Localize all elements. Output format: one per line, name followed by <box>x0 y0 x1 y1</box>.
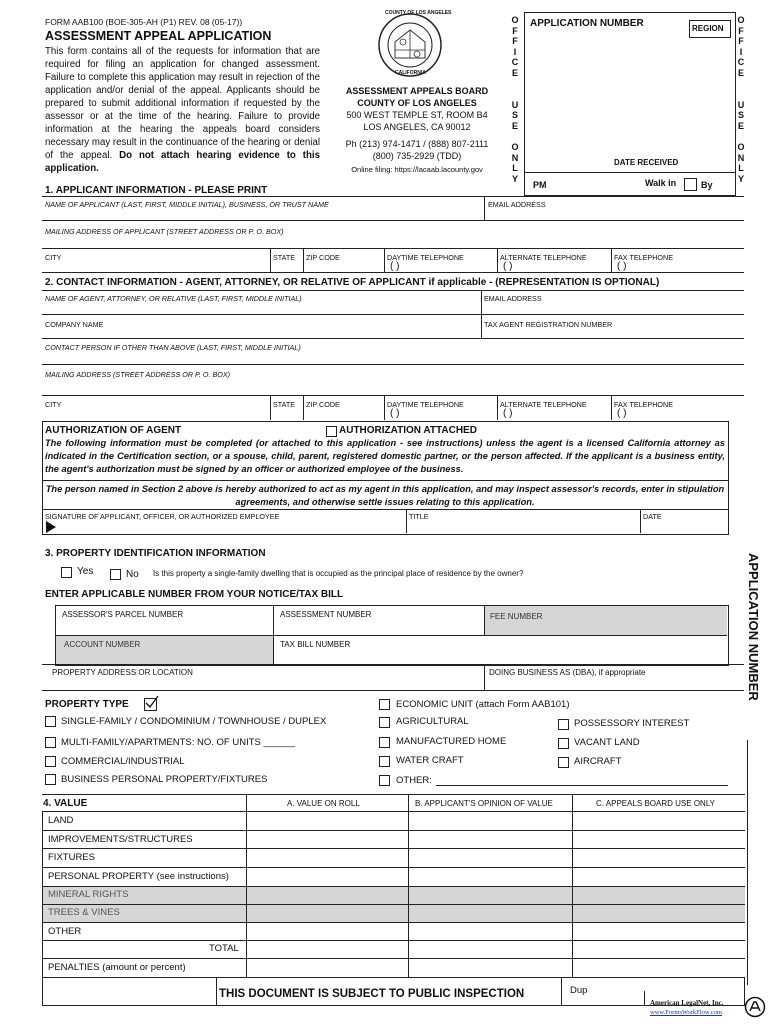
rule <box>42 922 745 923</box>
walk-in-checkbox[interactable] <box>684 178 697 191</box>
authorization-text1: The following information must be completed (or attached to this application - see instructions) unless the agent is a licensed California attorney as indicated in the Certification section, or a spouse, child, parent, registered domestic partner, or the person affected. If the applicant is a business entity, the agent's authorization must be signed by an officer or authorized employee of the business. <box>45 438 725 474</box>
date-received-label: DATE RECEIVED <box>614 158 679 167</box>
agent-alt-tel-label: ALTERNATE TELEPHONE <box>500 400 587 409</box>
agent-mailing-label: MAILING ADDRESS (STREET ADDRESS OR P. O. BOX) <box>45 370 231 379</box>
rule <box>42 690 744 691</box>
applicant-city-label: CITY <box>45 253 62 262</box>
rule <box>216 977 217 1005</box>
multi-family-label: MULTI-FAMILY/APARTMENTS: NO. OF UNITS ______ <box>61 737 296 748</box>
applicant-opinion-header: B. APPLICANT'S OPINION OF VALUE <box>415 799 553 808</box>
section3-heading: 3. PROPERTY IDENTIFICATION INFORMATION <box>45 548 266 559</box>
land-value-roll-input[interactable] <box>247 812 407 829</box>
signature-arrow-icon <box>46 521 56 533</box>
economic-unit-checkbox[interactable] <box>379 699 390 710</box>
rule <box>484 664 485 690</box>
single-family-checkbox[interactable] <box>45 716 56 727</box>
business-personal-label: BUSINESS PERSONAL PROPERTY/FIXTURES <box>61 774 268 785</box>
intro-text <box>45 45 320 175</box>
legalnet-logo-icon <box>744 996 766 1018</box>
rule <box>42 248 744 249</box>
public-inspection-notice: THIS DOCUMENT IS SUBJECT TO PUBLIC INSPECTION <box>219 988 525 1000</box>
assessment-number-input[interactable] <box>274 606 483 634</box>
dba-label: DOING BUSINESS AS (DBA), if appropriate <box>489 668 646 677</box>
rule <box>42 338 744 339</box>
rule <box>484 605 485 635</box>
office-use-vertical-left: O F F I C E U S E O N L Y <box>511 15 519 184</box>
single-family-label: SINGLE-FAMILY / CONDOMINIUM / TOWNHOUSE / DUPLEX <box>61 716 327 727</box>
applicant-name-input[interactable] <box>44 208 482 220</box>
rule <box>55 635 727 636</box>
dup-label: Dup <box>570 985 588 996</box>
region-label: REGION <box>692 24 724 33</box>
agent-email-label: EMAIL ADDRESS <box>484 294 542 303</box>
rule <box>42 395 744 396</box>
seal-bottom: CALIFORNIA <box>395 70 426 76</box>
rule <box>484 196 485 220</box>
rule <box>384 248 385 272</box>
online-filing-link[interactable]: Online filing: https://lacaab.lacounty.gov <box>351 165 483 174</box>
assessment-number-label: ASSESSMENT NUMBER <box>280 610 372 619</box>
agricultural-label: AGRICULTURAL <box>396 716 469 727</box>
yes-label: Yes <box>77 566 94 577</box>
enter-number-heading: ENTER APPLICABLE NUMBER FROM YOUR NOTICE/TAX BILL <box>45 589 344 600</box>
applicant-day-tel-paren[interactable]: ( ) <box>390 261 400 272</box>
board-line1: ASSESSMENT APPEALS BOARD <box>345 86 489 96</box>
logo-company: American LegalNet, Inc. <box>650 999 724 1007</box>
rule <box>42 886 745 887</box>
date-label: DATE <box>643 512 662 521</box>
rule <box>42 272 744 273</box>
manufactured-home-label: MANUFACTURED HOME <box>396 736 507 747</box>
applicant-state-label: STATE <box>273 253 296 262</box>
agent-fax-label: FAX TELEPHONE <box>614 400 673 409</box>
no-label: No <box>126 569 139 580</box>
owner-occupied-yes-checkbox[interactable] <box>61 567 72 578</box>
rule <box>42 830 745 831</box>
account-number-label: ACCOUNT NUMBER <box>64 640 141 649</box>
authorization-text2: The person named in Section 2 above is hereby authorized to act as my agent in this application, and may inspect assessor's records, enter in stipulation agreements, and otherwise settle issues relating to this application. <box>45 484 725 507</box>
water-craft-checkbox[interactable] <box>379 756 390 767</box>
county-seal-icon <box>377 12 443 78</box>
board-use-header: C. APPEALS BOARD USE ONLY <box>596 799 716 808</box>
rule <box>42 664 744 665</box>
rule <box>406 509 407 533</box>
rule <box>384 395 385 420</box>
applicant-mailing-label: MAILING ADDRESS OF APPLICANT (STREET ADDRESS OR P. O. BOX) <box>45 227 284 236</box>
agent-state-label: STATE <box>273 400 296 409</box>
board-phone: Ph (213) 974-1471 / (888) 807-2111 <box>345 139 489 149</box>
company-name-label: COMPANY NAME <box>45 320 104 329</box>
economic-unit-label: ECONOMIC UNIT (attach Form AAB101) <box>396 699 570 710</box>
rule <box>611 248 612 272</box>
office-use-vertical-right: O F F I C E U S E O N L Y <box>737 15 745 184</box>
logo-url[interactable]: www.FormsWorkFlow.com <box>650 1009 722 1016</box>
vacant-land-checkbox[interactable] <box>558 738 569 749</box>
applicant-day-tel-label: DAYTIME TELEPHONE <box>387 253 464 262</box>
applicant-alt-tel-paren[interactable]: ( ) <box>503 261 513 272</box>
rule <box>747 740 748 985</box>
rule <box>42 848 745 849</box>
form-number: FORM AAB100 (BOE-305-AH (P1) REV. 08 (05-17)) <box>45 17 243 27</box>
page-title: ASSESSMENT APPEAL APPLICATION <box>45 29 272 43</box>
value-row-fixtures: FIXTURES <box>48 852 95 863</box>
rule <box>303 248 304 272</box>
property-address-label: PROPERTY ADDRESS OR LOCATION <box>52 668 193 677</box>
parcel-number-input[interactable] <box>55 606 272 634</box>
agent-day-tel-paren[interactable]: ( ) <box>390 408 400 419</box>
agent-zip-label: ZIP CODE <box>306 400 340 409</box>
rule <box>497 248 498 272</box>
rule <box>42 364 744 365</box>
application-number-label: APPLICATION NUMBER <box>530 18 644 29</box>
applicant-fax-paren[interactable]: ( ) <box>617 261 627 272</box>
agricultural-checkbox[interactable] <box>379 717 390 728</box>
title-label: TITLE <box>409 512 429 521</box>
agent-name-label: NAME OF AGENT, ATTORNEY, OR RELATIVE (LAST, FIRST, MIDDLE INITIAL) <box>45 294 302 303</box>
seal-text: COUNTY OF LOS ANGELES <box>385 10 452 16</box>
commercial-label: COMMERCIAL/INDUSTRIAL <box>61 756 185 767</box>
applicant-alt-tel-label: ALTERNATE TELEPHONE <box>500 253 587 262</box>
board-line4: LOS ANGELES, CA 90012 <box>363 122 471 132</box>
aircraft-label: AIRCRAFT <box>574 756 622 767</box>
agent-fax-paren[interactable]: ( ) <box>617 408 627 419</box>
rule <box>270 395 271 420</box>
pm-label: PM <box>533 180 547 190</box>
intro-bold: Do not attach hearing evidence to this application. <box>45 150 320 174</box>
rule <box>611 395 612 420</box>
by-label: By <box>701 180 713 190</box>
possessory-interest-checkbox[interactable] <box>558 719 569 730</box>
water-craft-label: WATER CRAFT <box>396 755 464 766</box>
applicant-fax-label: FAX TELEPHONE <box>614 253 673 262</box>
rule <box>42 509 728 510</box>
contact-person-label: CONTACT PERSON IF OTHER THAN ABOVE (LAST, FIRST, MIDDLE INITIAL) <box>45 343 301 352</box>
authorization-attached-label: AUTHORIZATION ATTACHED <box>339 425 477 436</box>
section2-heading: 2. CONTACT INFORMATION - AGENT, ATTORNEY, OR RELATIVE OF APPLICANT if applicable - (REPRESENTATION IS OPTIONAL) <box>45 277 660 288</box>
rule <box>42 811 43 977</box>
rule <box>42 480 728 481</box>
value-row-total: TOTAL <box>209 943 239 954</box>
intro-body: This form contains all of the requests for information that are required for filing an application for changed assessment. Failure to complete this application may result in rejection of the application and/or denial of the appeal. Applicants should be prepared to submit additional information if requested by the assessor or at the time of the hearing. Failure to provide information at the hearing the appeals board considers necessary may result in the continuance of the hearing or denial of the appeal. <box>45 46 320 161</box>
rule <box>42 794 745 795</box>
rule <box>42 220 744 221</box>
rule <box>303 395 304 420</box>
value-row-trees-vines: TREES & VINES <box>48 907 120 918</box>
applicant-zip-label: ZIP CODE <box>306 253 340 262</box>
signature-label: SIGNATURE OF APPLICANT, OFFICER, OR AUTHORIZED EMPLOYEE <box>45 512 280 521</box>
value-row-improvements: IMPROVEMENTS/STRUCTURES <box>48 834 193 845</box>
value-row-penalties: PENALTIES (amount or percent) <box>48 962 186 973</box>
aircraft-checkbox[interactable] <box>558 757 569 768</box>
applicant-email-label: EMAIL ADDRESS <box>488 200 546 209</box>
office-use-box <box>524 12 736 196</box>
section1-heading: 1. APPLICANT INFORMATION - PLEASE PRINT <box>45 185 268 196</box>
possessory-interest-label: POSSESSORY INTEREST <box>574 718 690 729</box>
rule <box>497 395 498 420</box>
agent-city-label: CITY <box>45 400 62 409</box>
rule <box>270 248 271 272</box>
value-row-personal-property: PERSONAL PROPERTY (see instructions) <box>48 871 229 882</box>
authorization-attached-checkbox[interactable] <box>326 426 337 437</box>
owner-occupied-no-checkbox[interactable] <box>110 569 121 580</box>
authorization-heading: AUTHORIZATION OF AGENT <box>45 425 182 436</box>
rule <box>42 867 745 868</box>
agent-alt-tel-paren[interactable]: ( ) <box>503 408 513 419</box>
rule <box>42 940 745 941</box>
rule <box>42 314 744 315</box>
parcel-number-label: ASSESSOR'S PARCEL NUMBER <box>62 610 184 619</box>
other-label: OTHER: <box>396 775 432 786</box>
walk-in-label: Walk in <box>645 178 677 188</box>
rule <box>42 958 745 959</box>
tax-agent-label: TAX AGENT REGISTRATION NUMBER <box>484 320 613 329</box>
check-mark-icon <box>144 694 160 710</box>
agent-day-tel-label: DAYTIME TELEPHONE <box>387 400 464 409</box>
land-opinion-input[interactable] <box>409 812 571 829</box>
side-application-number: APPLICATION NUMBER <box>746 553 761 701</box>
other-checkbox[interactable] <box>379 775 390 786</box>
board-line3: 500 WEST TEMPLE ST, ROOM B4 <box>346 110 488 120</box>
owner-occupied-question: Is this property a single-family dwelling that is occupied as the principal place of residence by the owner? <box>153 569 524 578</box>
rule <box>561 977 562 1005</box>
value-row-other: OTHER <box>48 926 82 937</box>
tax-bill-number-label: TAX BILL NUMBER <box>280 640 351 649</box>
board-tdd: (800) 735-2929 (TDD) <box>372 151 462 161</box>
vacant-land-label: VACANT LAND <box>574 737 640 748</box>
property-type-heading: PROPERTY TYPE <box>45 699 129 710</box>
business-personal-checkbox[interactable] <box>45 774 56 785</box>
office-divider <box>524 172 736 173</box>
value-on-roll-header: A. VALUE ON ROLL <box>287 799 360 808</box>
commercial-checkbox[interactable] <box>45 756 56 767</box>
signature-input[interactable] <box>60 520 405 532</box>
value-row-land: LAND <box>48 815 74 826</box>
fee-number-label: FEE NUMBER <box>490 612 543 621</box>
section4-heading: 4. VALUE <box>43 798 88 809</box>
board-line2: COUNTY OF LOS ANGELES <box>357 98 477 108</box>
applicant-name-label: NAME OF APPLICANT (LAST, FIRST, MIDDLE INITIAL), BUSINESS, OR TRUST NAME <box>45 200 329 209</box>
multi-family-checkbox[interactable] <box>45 737 56 748</box>
manufactured-home-checkbox[interactable] <box>379 737 390 748</box>
rule <box>640 509 641 533</box>
other-input-line[interactable] <box>436 785 728 786</box>
value-row-mineral-rights: MINERAL RIGHTS <box>48 889 129 900</box>
rule <box>644 991 645 1005</box>
rule <box>42 290 744 291</box>
rule <box>42 904 745 905</box>
rule <box>42 196 744 197</box>
